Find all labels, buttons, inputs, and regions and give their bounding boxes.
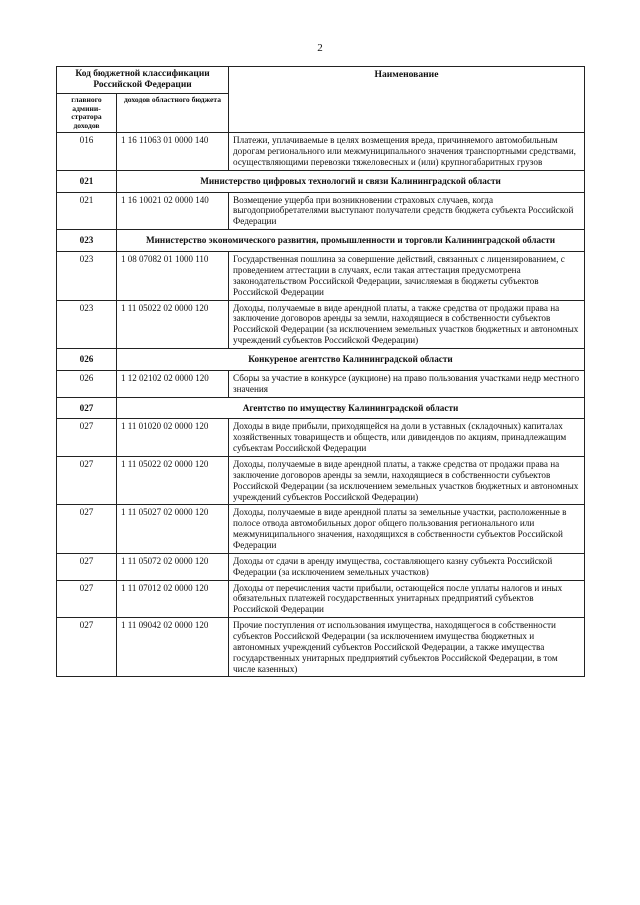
section-row <box>57 230 585 252</box>
name-column-header: Наименование <box>229 67 585 133</box>
admin-code: 027 <box>57 456 117 504</box>
admin-code: 023 <box>57 252 117 300</box>
section-title: Министерство цифровых технологий и связи Калининградской области <box>117 170 585 192</box>
admin-code: 021 <box>57 192 117 230</box>
income-code: 1 11 05022 02 0000 120 <box>117 456 229 504</box>
admin-code: 027 <box>57 505 117 553</box>
section-admin-code: 023 <box>57 230 117 252</box>
income-description: Возмещение ущерба при возникновении страховых случаев, когда выгодоприобретателями выступают получатели средств бюджета субъекта Российской Федерации <box>229 192 585 230</box>
admin-code: 016 <box>57 133 117 171</box>
section-title: Министерство экономического развития, промышленности и торговли Калининградской области <box>117 230 585 252</box>
section-admin-code: 021 <box>57 170 117 192</box>
income-description: Доходы, получаемые в виде арендной платы за земельные участки, расположенные в полосе отвода автомобильных дорог общего пользования регионального или межмуниципального значения, находящихся в собственности субъектов Российской Федерации <box>229 505 585 553</box>
table-row <box>57 370 585 397</box>
section-title: Конкуреное агентство Калининградской области <box>117 348 585 370</box>
income-description: Государственная пошлина за совершение действий, связанных с лицензированием, с проведением аттестации в случаях, если такая аттестация предусмотрена законодательством Российской Федерации, зачисляемая в бюджеты субъектов Российской Федерации <box>229 252 585 300</box>
page-number: 2 <box>317 42 323 54</box>
admin-code: 027 <box>57 553 117 580</box>
section-row <box>57 170 585 192</box>
section-title: Агентство по имуществу Калининградской области <box>117 397 585 419</box>
table-body <box>57 133 585 677</box>
table-row <box>57 580 585 618</box>
income-code: 1 11 05027 02 0000 120 <box>117 505 229 553</box>
income-description: Доходы, получаемые в виде арендной платы, а также средства от продажи права на заключение договоров аренды за земли, находящиеся в собственности субъектов Российской Федерации (за исключением земельных участков бюджетных и автономных учреждений субъектов Российской Федерации) <box>229 300 585 348</box>
table-row <box>57 192 585 230</box>
income-code: 1 11 07012 02 0000 120 <box>117 580 229 618</box>
admin-code: 027 <box>57 419 117 457</box>
section-row <box>57 348 585 370</box>
admin-code: 027 <box>57 618 117 677</box>
income-code: 1 08 07082 01 1000 110 <box>117 252 229 300</box>
income-column-header: доходов областного бюджета <box>117 94 229 133</box>
table-row <box>57 553 585 580</box>
income-description: Прочие поступления от использования имущества, находящегося в собственности субъектов Российской Федерации (за исключением имущества бюджетных и автономных учреждений субъектов Российской Федерации, а также имущества государственных унитарных предприятий субъектов Российской Федерации, в том числе казенных) <box>229 618 585 677</box>
table-row <box>57 252 585 300</box>
income-description: Доходы в виде прибыли, приходящейся на доли в уставных (складочных) капиталах хозяйственных товариществ и обществ, или дивидендов по акциям, принадлежащим субъектам Российской Федерации <box>229 419 585 457</box>
income-description: Доходы от перечисления части прибыли, остающейся после уплаты налогов и иных обязательных платежей государственных унитарных предприятий субъектов Российской Федерации <box>229 580 585 618</box>
income-code: 1 11 09042 02 0000 120 <box>117 618 229 677</box>
income-description: Платежи, уплачиваемые в целях возмещения вреда, причиняемого автомобильным дорогам регионального или межмуниципального значения транспортными средствами, осуществляющими перевозки тяжеловесных и (или) крупногабаритных грузов <box>229 133 585 171</box>
income-code: 1 12 02102 02 0000 120 <box>117 370 229 397</box>
income-code: 1 11 05022 02 0000 120 <box>117 300 229 348</box>
budget-classification-table <box>56 66 585 677</box>
table-row <box>57 456 585 504</box>
table-row <box>57 618 585 677</box>
table-row <box>57 505 585 553</box>
section-admin-code: 026 <box>57 348 117 370</box>
section-admin-code: 027 <box>57 397 117 419</box>
section-row <box>57 397 585 419</box>
table-row <box>57 300 585 348</box>
income-description: Доходы, получаемые в виде арендной платы, а также средства от продажи права на заключение договоров аренды за земли, находящиеся в собственности субъектов Российской Федерации (за исключением земельных участков бюджетных и автономных учреждений субъектов Российской Федерации) <box>229 456 585 504</box>
code-group-header: Код бюджетной классификации Российской Федерации <box>57 67 229 94</box>
table-row <box>57 133 585 171</box>
admin-column-header: главного админи-стратора доходов <box>57 94 117 133</box>
admin-code: 023 <box>57 300 117 348</box>
income-description: Доходы от сдачи в аренду имущества, составляющего казну субъекта Российской Федерации (за исключением земельных участков) <box>229 553 585 580</box>
income-code: 1 11 05072 02 0000 120 <box>117 553 229 580</box>
income-code: 1 16 10021 02 0000 140 <box>117 192 229 230</box>
income-code: 1 16 11063 01 0000 140 <box>117 133 229 171</box>
admin-code: 027 <box>57 580 117 618</box>
income-description: Сборы за участие в конкурсе (аукционе) на право пользования участками недр местного значения <box>229 370 585 397</box>
table-row <box>57 419 585 457</box>
admin-code: 026 <box>57 370 117 397</box>
income-code: 1 11 01020 02 0000 120 <box>117 419 229 457</box>
